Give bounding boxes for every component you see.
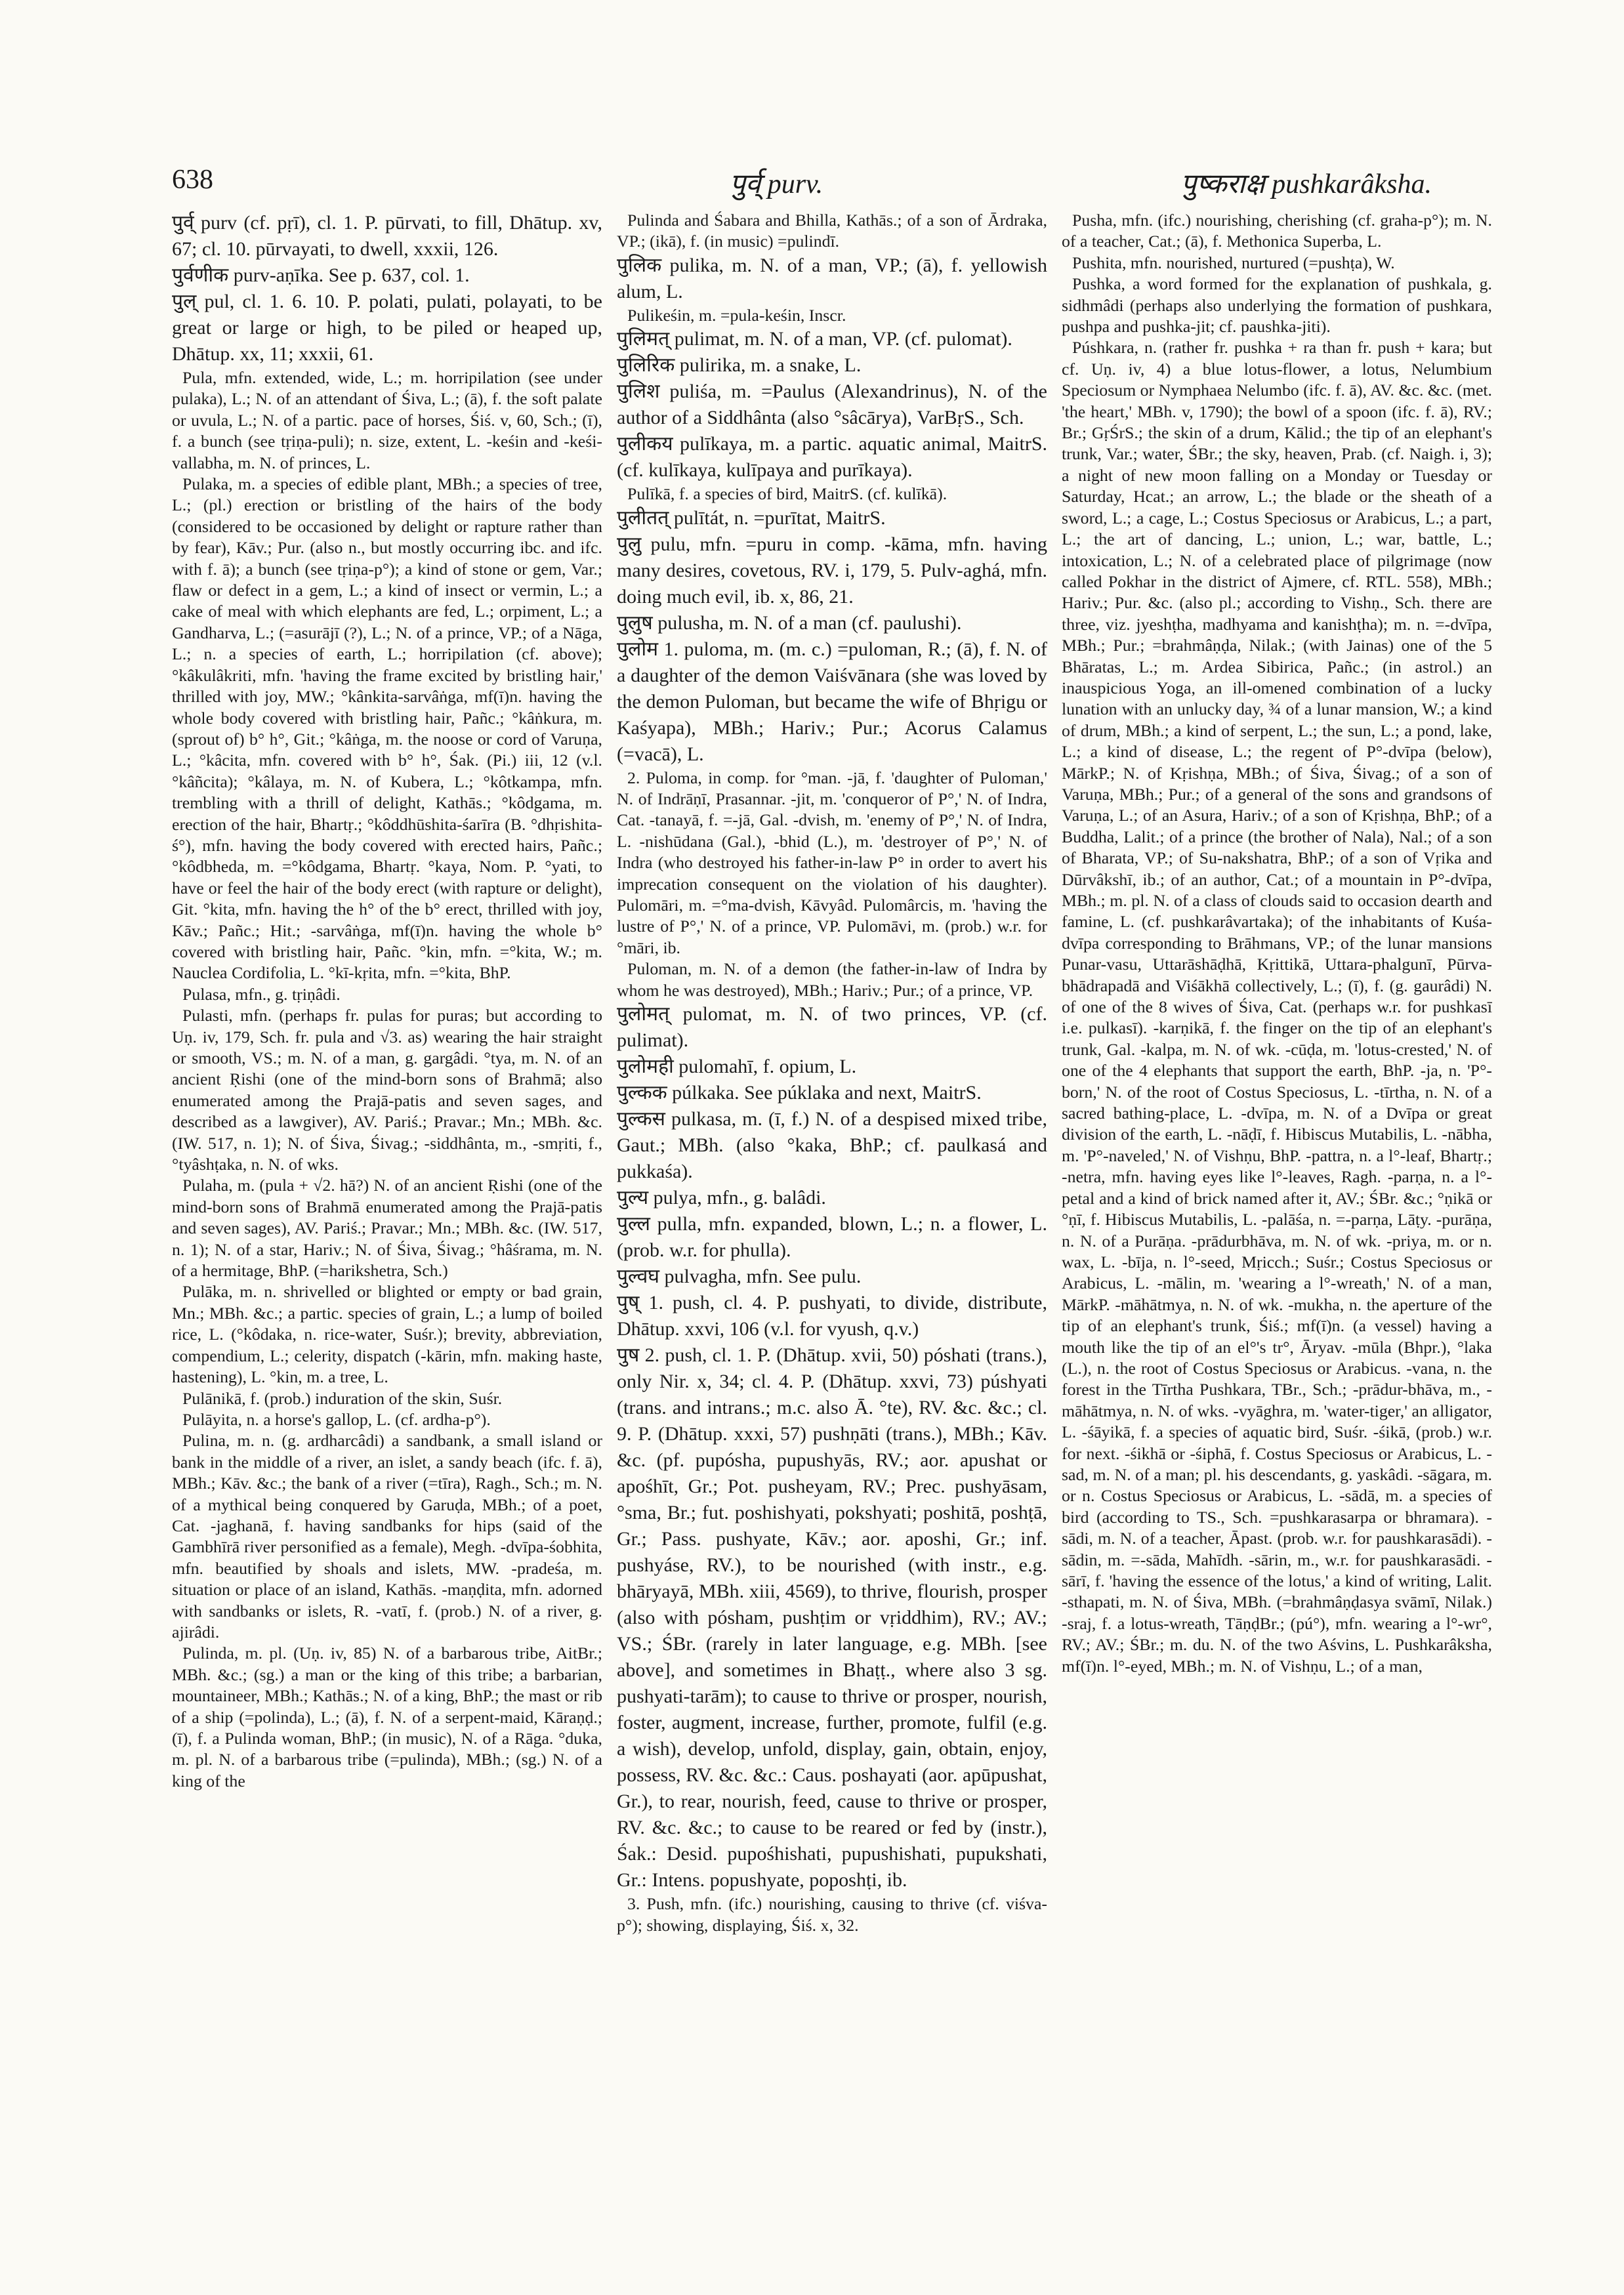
dictionary-entry: पुल्कक púlkaka. See púklaka and next, MaitrS. [617,1082,982,1104]
dictionary-entry: 2. Puloma, in comp. for °man. -jā, f. 'daughter of Puloman,' N. of Indrāṇī, Prasannar. -jit, m. 'conqueror of P°,' N. of Indra, Cat. -tanayā, f. =-jā, Gal. -dvish, m. 'enemy of P°,' N. of Indra, L. -nishūdana (Gal.), -bhid (L.), m. 'destroyer of P°,' N. of Indra (who destroyed his father-in-law P° in order to avert his imprecation consequent on the violation of his daughter). Pulomāri, m. =°ma-dvish, Kāvyâd. Pulomârcis, m. 'having the lustre of P°,' N. of a prince, VP. Pulomāvi, m. (prob.) w.r. for °māri, ib. [617,768,1047,957]
dictionary-entry: पुर्व् purv (cf. pṛī), cl. 1. P. pūrvati, to fill, Dhātup. xv, 67; cl. 10. pūrvayati, to dwell, xxxii, 126. [172,212,602,260]
dictionary-entry: पुलोमत् pulomat, m. N. of two princes, VP. (cf. pulimat). [617,1003,1047,1052]
dictionary-entry: Pulānikā, f. (prob.) induration of the skin, Suśr. [182,1388,503,1408]
dictionary-entry: Pulinda, m. pl. (Uṇ. iv, 85) N. of a barbarous tribe, AitBr.; MBh. &c.; (sg.) a man or the king of this tribe; a barbarian, mountaineer, MBh.; Kathās.; N. of a king, BhP.; the mast or rib of a ship (=polinda), L.; (ā), f. N. of a serpent-maid, Kāraṇḍ.; (ī), f. a Pulinda woman, BhP.; (in music), N. of a Rāga. °duka, m. pl. N. of a barbarous tribe (=pulinda), MBh.; (sg.) N. of a king of the [172,1644,602,1790]
dictionary-entry: पुलिश puliśa, m. =Paulus (Alexandrinus), N. of the author of a Siddhânta (also °sâcārya), VarBṛS., Sch. [617,381,1047,429]
dictionary-entry: पुलु pulu, mfn. =puru in comp. -kāma, mfn. having many desires, covetous, RV. i, 179, 5. Pulv-aghá, mfn. doing much evil, ib. x, 86, 21. [617,533,1047,608]
dictionary-entry: पुल्य pulya, mfn., g. balâdi. [617,1187,826,1209]
dictionary-entry: Pulasa, mfn., g. tṛiṇâdi. [182,984,341,1004]
dictionary-entry: Púshkara, n. (rather fr. pushka + ra than fr. push + kara; but cf. Uṇ. iv, 4) a blue lotus-flower, a lotus, Nelumbium Speciosum or Nymphaea Nelumbo (ifc. f. ā), AV. &c. &c. (met. 'the heart,' MBh. v, 1790); the bowl of a spoon (ifc. f. ā), RV.; Br.; GṛŚrS.; the skin of a drum, Kālid.; the tip of an elephant's trunk, Var.; water, ŚBr.; the sky, heaven, Prab. (cf. Naigh. i, 3); a night of new moon falling on a Monday or Tuesday or Saturday, Hcat.; an arrow, L.; the blade or the sheath of a sword, L.; a cage, L.; Costus Speciosus or Arabicus, L.; a part, L.; the art of dancing, L.; union, L.; war, battle, L.; intoxication, L.; N. of a celebrated place of pilgrimage (now called Pokhar in the district of Ajmere, cf. RTL. 558), MBh.; Hariv.; Pur. &c. (also pl.; according to Vishṇ., Sch. there are three, viz. jyeshṭha, madhyama and kanishṭha); m. n. =-dvīpa, MBh.; Pur.; =brahmâṇḍa, Nilak.; (with Jainas) one of the 5 Bhāratas, L.; m. Ardea Sibirica, Pañc.; (in astrol.) an inauspicious Yoga, an ill-omened combination of a lucky lunation with an unlucky day, ¾ of a lunar mansion, W.; a kind of drum, MBh.; a kind of serpent, L.; the sun, L.; a pond, lake, L.; a kind of disease, L.; the regent of P°-dvīpa (below), MārkP.; N. of Kṛishṇa, MBh.; of Śiva, Śivag.; of a son of Varuṇa, MBh.; Pur.; of a general of the sons and grandsons of Varuṇa, L.; of an Asura, Hariv.; of a son of Kṛishṇa, BhP.; of a Buddha, Lalit.; of a prince (the brother of Nala), Nal.; of a son of Bharata, VP.; of Su-nakshatra, BhP.; of a son of Vṛika and Dūrvâkshī, ib.; of an author, Cat.; of a mountain in P°-dvīpa, MBh.; m. pl. N. of a class of clouds said to occasion dearth and famine, L. (cf. pushkarâvartaka); of the inhabitants of Kuśa-dvīpa corresponding to Brāhmans, VP.; of the lunar mansions Punar-vasu, Uttarāshāḍhā, Kṛittikā, Uttara-phalgunī, Pūrva-bhādrapadā and Viśākhā collectively, L.; (ī), f. (g. gaurâdi) N. of one of the 8 wives of Śiva, Cat. (perhaps w.r. for pushkasī i.e. pulkasī). -karṇikā, f. the finger on the tip of an elephant's trunk, Gal. -kalpa, m. N. of wk. -cūḍa, m. 'lotus-crested,' N. of one of the 4 elephants that support the earth, BhP. -ja, n. 'P°-born,' N. of the root of Costus Speciosus, L. -tīrtha, n. N. of a sacred bathing-place, L. -dvīpa, m. N. of a Dvīpa or great division of the earth, L. -nāḍī, f. Hibiscus Mutabilis, L. -nābha, m. 'P°-naveled,' N. of Vishṇu, BhP. -pattra, n. a l°-leaf, Bhartṛ.; -netra, mfn. having eyes like l°-leaves, Ragh. -parṇa, n. a l°-petal and a kind of brick named after it, AV.; ŚBr. &c.; °ṇikā or °ṇī, f. Hibiscus Mutabilis, L. -palāśa, n. =-parṇa, Lāṭy. -purāṇa, n. N. of a Purāṇa. -prādurbhāva, m. N. of wk. -priya, m. or n. wax, L. -bīja, n. l°-seed, Mṛicch.; Suśr.; Costus Speciosus or Arabicus, L. -mālin, m. 'wearing a l°-wreath,' N. of a man, MārkP. -māhātmya, n. N. of wk. -mukha, n. the aperture of the tip of an elephant's trunk, Śiś.; mf(ī)n. (a vessel) having a mouth like the tip of an el°'s tr°, Āryav. -mūla (Bhpr.), °laka (L.), n. the root of Costus Speciosus or Arabicus. -vana, n. the forest in the Tīrtha Pushkara, TBr., Sch.; -prādur-bhāva, m., -māhātmya, n. N. of wks. -vyāghra, m. 'water-tiger,' an alligator, L. -śāyikā, f. a species of aquatic bird, Suśr. -śikā, (prob.) w.r. for next. -śikhā or -śiphā, f. Costus Speciosus or Arabicus, L. -sad, m. N. of a man; pl. his descendants, g. yaskâdi. -sāgara, m. or n. Costus Speciosus or Arabicus, L. -sādā, m. a species of bird (according to TS., Sch. =pushkarasarpa or bhramara). -sādi, m. N. of a teacher, Āpast. (prob. w.r. for paushkarasādi). -sādin, m. =-sāda, Mahīdh. -sārin, m., w.r. for paushkarasādi. -sārī, f. 'having the essence of the lotus,' a kind of writing, Lalit. -sthapati, m. N. of Śiva, MBh. (=brahmâṇḍasya svāmī, Nilak.) -sraj, f. a lotus-wreath, TāṇḍBr.; (pú°), mfn. wearing a l°-wr°, RV.; AV.; ŚBr.; m. du. N. of the two Aśvins, L. Pushkarâksha, mf(ī)n. l°-eyed, MBh.; m. N. of Vishṇu, L.; of a man, [1062,338,1492,1676]
dictionary-entry: Pulāyita, n. a horse's gallop, L. (cf. ardha-p°). [182,1409,491,1429]
dictionary-entry: Pulīkā, f. a species of bird, MaitrS. (cf. kulīkā). [627,484,947,504]
dictionary-entry: Pula, mfn. extended, wide, L.; m. horripilation (see under pulaka), L.; N. of an attendant of Śiva, L.; (ā), f. the soft palate or uvula, L.; N. of a partic. pace of horses, Śiś. v, 60, Sch.; (ī), f. a bunch (see tṛiṇa-puli); n. size, extent, L. -keśin and -keśi-vallabha, m. N. of princes, L. [172,368,602,472]
dictionary-entry: Puloman, m. N. of a demon (the father-in-law of Indra by whom he was destroyed), MBh.; Hariv.; Pur.; of a prince, VP. [617,959,1047,1000]
dictionary-entry: Pulinda and Śabara and Bhilla, Kathās.; of a son of Ārdraka, VP.; (ikā), f. (in music) =pulindī. [617,211,1047,251]
dictionary-entry: 3. Push, mfn. (ifc.) nourishing, causing to thrive (cf. viśva-p°); showing, displaying, Śiś. x, 32. [617,1894,1047,1935]
dictionary-entry: Pulāka, m. n. shrivelled or blighted or empty or bad grain, Mn.; MBh. &c.; a partic. species of grain, L.; a lump of boiled rice, L. (°kôdaka, n. rice-water, Suśr.); brevity, abbreviation, compendium, L.; celerity, dispatch (-kārin, mfn. making haste, hastening), L. °kin, m. a tree, L. [172,1282,602,1387]
dictionary-entry: पुलोमही pulomahī, f. opium, L. [617,1056,857,1078]
dictionary-entry: पुलिमत् pulimat, m. N. of a man, VP. (cf. pulomat). [617,328,1012,350]
dictionary-entry: पुल्कस pulkasa, m. (ī, f.) N. of a despised mixed tribe, Gaut.; MBh. (also °kaka, BhP.; cf. paulkasá and pukkaśa). [617,1108,1047,1183]
dictionary-entry: पुलिक pulika, m. N. of a man, VP.; (ā), f. yellowish alum, L. [617,254,1047,302]
dictionary-entry: Pulina, m. n. (g. ardharcâdi) a sandbank, a small island or bank in the middle of a river, an islet, a sandy beach (ifc. f. ā), MBh.; Kāv. &c.; the bank of a river (=tīra), Ragh., Sch.; m. N. of a mythical being conquered by Garuḍa, MBh.; of a poet, Cat. -jaghanā, f. having sandbanks for hips (said of the Gambhīrā river personified as a female), Megh. -dvīpa-śobhita, mfn. beautified by shoals and islets, MW. -pradeśa, m. situation or place of an island, Kathās. -maṇḍita, mfn. adorned with sandbanks or islets, R. -vatī, f. (prob.) N. of a river, g. ajirâdi. [172,1431,602,1642]
dictionary-entry: पुलोम 1. puloma, m. (m. c.) =puloman, R.; (ā), f. N. of a daughter of the demon Vaiśvānara (she was loved by the demon Puloman, but became the wife of Bhṛigu or Kaśyapa), MBh.; Hariv.; Pur.; Acorus Calamus (=vacā), L. [617,638,1047,765]
column-3 [1062,210,1492,2270]
dictionary-entry: पुष् 1. push, cl. 4. P. pushyati, to divide, distribute, Dhātup. xxvi, 106 (v.l. for vyush, q.v.) [617,1292,1047,1340]
dictionary-entry: Pushita, mfn. nourished, nurtured (=pushṭa), W. [1072,253,1395,272]
dictionary-entry: Pushka, a word formed for the explanation of pushkala, g. sidhmâdi (perhaps also underlying the formation of pushkara, pushpa and pushka-jit; cf. paushka-jiti). [1062,274,1492,337]
dictionary-entry: Pulaka, m. a species of edible plant, MBh.; a species of tree, L.; (pl.) erection or bristling of the hairs of the body (considered to be occasioned by delight or rapture rather than by fear), Kāv.; Pur. (also n., but mostly occurring ibc. and ifc. with f. ā); a bunch (see tṛiṇa-p°); a kind of stone or gem, Var.; flaw or defect in a gem, L.; a kind of insect or vermin, L.; a cake of meal with which elephants are fed, L.; orpiment, L.; a Gandharva, L.; (=asurājī (?), L.; N. of a prince, VP.; of a Nāga, L.; n. a species of earth, L.; horripilation (cf. above); °kâkulâkriti, mfn. 'having the frame excited by bristling hair,' thrilled with joy, MW.; °kânkita-sarvâṅga, mf(ī)n. having the whole body covered with bristling hair, Pañc.; °kâṅkura, m. (sprout of) b° h°, Git.; °kâṅga, m. the noose or cord of Varuṇa, L.; °kâcita, mfn. covered with b° h°, Śak. (Pi.) iii, 12 (v.l. °kâñcita); °kâlaya, m. N. of Kubera, L.; °kôtkampa, mfn. trembling with a thrill of delight, Kathās.; °kôdgama, m. erection of the hair, Bhartṛ.; °kôddhūshita-śarīra (B. °dhṛishita-ś°), mfn. having the body covered with erected hairs, Pañc.; °kôdbheda, m. =°kôdgama, Bhartṛ. °kaya, Nom. P. °yati, to have or feel the hair of the body erect (with rapture or delight), Git. °kita, mfn. having the h° of the b° erect, thrilled with joy, Kāv.; Pañc.; Hit.; -sarvâṅga, mf(ī)n. having the whole b° covered with bristling hair, Pañc. °kin, mfn. =°kita, W.; m. Nauclea Cordifolia, L. °kī-kṛita, mfn. =°kita, BhP. [172,474,602,983]
dictionary-entry: पुलुष pulusha, m. N. of a man (cf. paulushi). [617,611,962,634]
dictionary-entry: Pulaha, m. (pula + √2. hā?) N. of an ancient Ṛishi (one of the mind-born sons of Brahmā enumerated among the Prajā-patis and seven sages), AV. Pariś.; Pravar.; Mn.; MBh. &c. (IW. 517, n. 1); N. of a star, Hariv.; N. of Śiva, Śivag.; °hâśrama, m. N. of a hermitage, BhP. (=harikshetra, Sch.) [172,1176,602,1281]
column-1 [172,210,602,2270]
dictionary-entry: Pulikeśin, m. =pula-keśin, Inscr. [627,305,846,325]
dictionary-entry: Pulasti, mfn. (perhaps fr. pulas for puras; but according to Uṇ. iv, 179, Sch. fr. pula and √3. as) wearing the hair straight or smooth, VS.; m. N. of a man, g. gargâdi. °tya, m. N. of an ancient Ṛishi (one of the mind-born sons of Brahmā; also enumerated among the Prajā-patis and seven sages, and described as a lawgiver), AV. Pariś.; Pravar.; Mn.; MBh. &c. (IW. 517, n. 1); N. of Śiva, Śivag.; -siddhânta, m., -smṛiti, f., °tyâshṭaka, n. N. of wks. [172,1006,602,1174]
dictionary-entry: पुलीकय pulīkaya, m. a partic. aquatic animal, MaitrS. (cf. kulīkaya, kulīpaya and purīkaya). [617,433,1047,482]
dictionary-entry: पुलीतत् pulītát, n. =purītat, MaitrS. [617,507,886,529]
dictionary-entry: पुल्ल pulla, mfn. expanded, blown, L.; n. a flower, L. (prob. w.r. for phulla). [617,1213,1047,1262]
dictionary-entry: पुल्वघ pulvagha, mfn. See pulu. [617,1266,862,1288]
page-number: 638 [172,165,213,195]
right-running-headword: पुष्कराक्ष pushkarâksha. [1180,169,1432,199]
page-header [172,164,1458,203]
dictionary-entry: पुल् pul, cl. 1. 6. 10. P. polati, pulati, polayati, to be great or large or high, to be piled or heaped up, Dhātup. xx, 11; xxxii, 61. [172,291,602,365]
left-running-headword: पुर्व् purv. [730,169,823,199]
column-2 [617,210,1047,2270]
dictionary-entry: पुलिरिक pulirika, m. a snake, L. [617,354,862,377]
dictionary-entry: Pusha, mfn. (ifc.) nourishing, cherishing (cf. graha-p°); m. N. of a teacher, Cat.; (ā), f. Methonica Superba, L. [1062,211,1492,251]
dictionary-entry: पुर्वणीक purv-aṇīka. See p. 637, col. 1. [172,264,470,286]
dictionary-entry: पुष 2. push, cl. 1. P. (Dhātup. xvii, 50) póshati (trans.), only Nir. x, 34; cl. 4. P. (Dhātup. xxvi, 73) púshyati (trans. and intrans.; m.c. also Ā. °te), RV. &c. &c.; cl. 9. P. (Dhātup. xxxi, 57) pushṇāti (trans.), MBh.; Kāv. &c. (pf. pupósha, pupushyās, RV.; aor. apushat or apośhīt, Gr.; Pot. pusheyam, RV.; Prec. pushyāsam, °sma, Br.; fut. poshishyati, pokshyati; poshitā, poshṭā, Gr.; Pass. pushyate, Kāv.; aor. aposhi, Gr.; inf. pushyáse, RV.), to be nourished (with instr., e.g. bhāryayā, MBh. xiii, 4569), to thrive, flourish, prosper (also with pósham, pushṭim or vṛiddhim), RV.; AV.; VS.; ŚBr. (rarely in later language, e.g. MBh. [see above], and sometimes in Bhaṭṭ., where also 3 sg. pushyati-tarām); to cause to thrive or prosper, nourish, foster, augment, increase, further, promote, fulfil (e.g. a wish), develop, unfold, display, gain, obtain, enjoy, possess, RV. &c. &c.: Caus. poshayati (aor. apūpushat, Gr.), to rear, nourish, feed, cause to thrive or prosper, RV. &c. &c.; to cause to be reared or fed by (instr.), Śak.: Desid. pupośhishati, pupushishati, pupukshati, Gr.: Intens. popushyate, poposhṭi, ib. [617,1344,1047,1892]
